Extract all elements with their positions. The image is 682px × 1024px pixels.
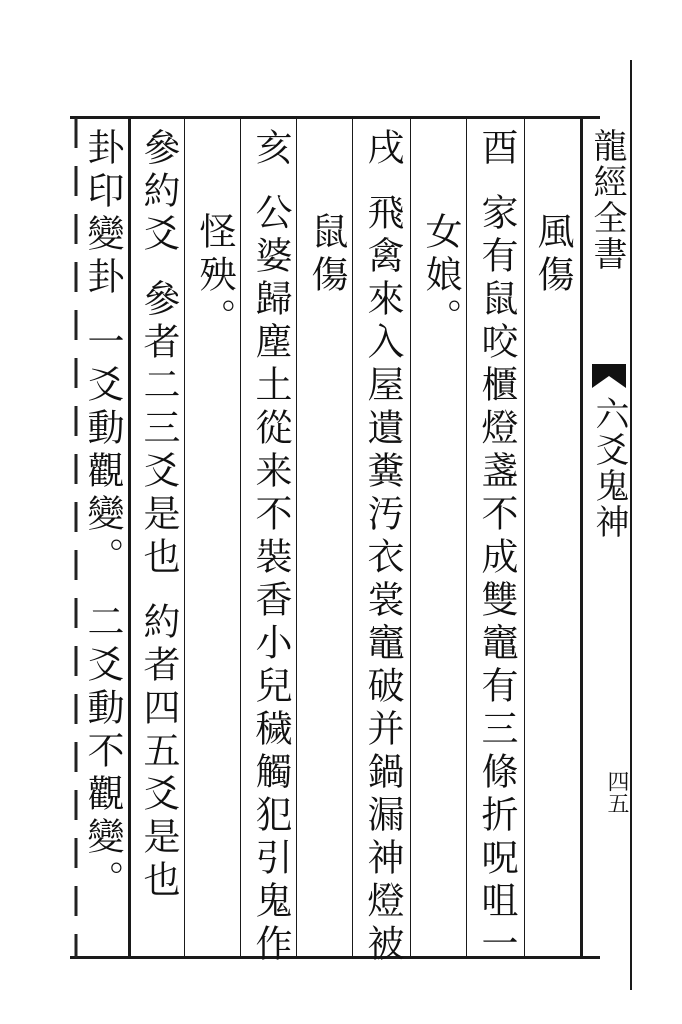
page-number: 四五 xyxy=(604,770,629,814)
column-text: 參者二三爻是也 xyxy=(137,279,180,580)
column-text: 怪殃。 xyxy=(193,212,236,341)
column-text: 女娘。 xyxy=(419,212,462,341)
column-text: 一爻動觀變。 xyxy=(81,322,124,580)
fishtail-mark xyxy=(592,364,626,388)
column-text: 約者四五爻是也 xyxy=(137,602,180,903)
column-text: 家有鼠咬櫃燈盞不成雙竈有三條折呪咀一 xyxy=(475,193,518,967)
column-text: 公婆歸塵土從来不裝香小兒穢觸犯引鬼作 xyxy=(249,193,292,967)
column-rule xyxy=(240,116,241,959)
text-column-9 xyxy=(81,128,124,903)
branch-heading: 亥 xyxy=(249,128,292,171)
column-rule xyxy=(184,116,185,959)
heading-text: 卦印變卦 xyxy=(81,128,124,300)
section-title: 六爻鬼神 xyxy=(589,396,629,540)
text-column-6 xyxy=(249,128,292,967)
text-column-5 xyxy=(305,212,348,298)
branch-heading: 酉 xyxy=(475,128,518,171)
frame-bottom-border xyxy=(70,956,600,959)
text-column-4 xyxy=(361,128,404,967)
column-rule xyxy=(352,116,353,959)
margin-right-border xyxy=(630,60,632,990)
text-column-3 xyxy=(419,212,462,341)
text-column-2 xyxy=(475,128,518,967)
column-rule xyxy=(410,116,411,959)
column-text: 鼠傷 xyxy=(305,212,348,298)
text-column-8 xyxy=(137,128,180,903)
column-text: 風傷 xyxy=(531,212,574,298)
text-column-1 xyxy=(531,212,574,298)
column-text: 飛禽來入屋遺糞汚衣裳竈破并鍋漏神燈被 xyxy=(361,193,404,967)
book-title: 龍經全書 xyxy=(587,128,627,272)
text-column-7 xyxy=(193,212,236,341)
frame-left-border xyxy=(128,116,131,959)
column-rule xyxy=(296,116,297,959)
column-rule xyxy=(466,116,467,959)
column-text: 二爻動不觀變。 xyxy=(81,602,124,903)
frame-top-border xyxy=(70,116,600,119)
frame-right-border xyxy=(580,116,583,959)
branch-heading: 戌 xyxy=(361,128,404,171)
heading-text: 參約爻 xyxy=(137,128,180,257)
column-rule xyxy=(524,116,525,959)
